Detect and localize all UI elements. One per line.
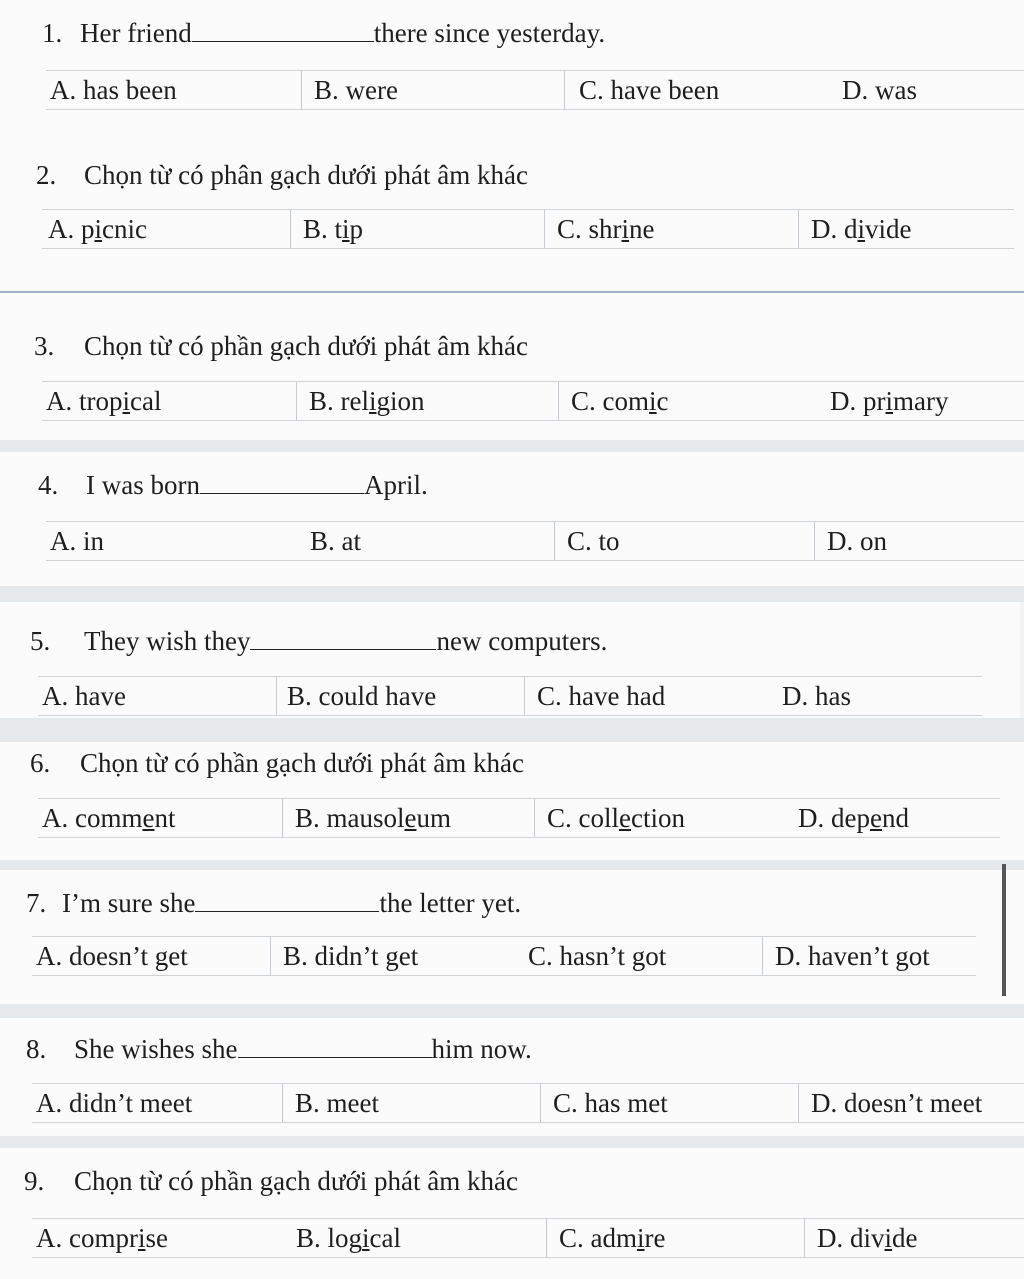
- answer-blank: [195, 889, 379, 912]
- option-d[interactable]: [830, 382, 949, 420]
- option-letter: D.: [817, 1223, 844, 1253]
- option-a[interactable]: [46, 382, 162, 420]
- word-part: dep: [831, 803, 870, 833]
- separator-band: [0, 718, 1024, 742]
- option-text: meet: [326, 1088, 379, 1118]
- word-part: coll: [578, 803, 620, 833]
- option-c[interactable]: [554, 522, 620, 560]
- option-c[interactable]: [558, 382, 669, 420]
- options-row: [46, 70, 1024, 110]
- word-part: cal: [130, 386, 162, 416]
- word-part: p: [81, 214, 95, 244]
- option-letter: B.: [303, 214, 328, 244]
- option-letter: A.: [36, 1088, 63, 1118]
- option-a[interactable]: [42, 799, 176, 837]
- option-letter: C.: [528, 941, 553, 971]
- option-c[interactable]: [534, 799, 685, 837]
- answer-blank: [250, 627, 436, 650]
- word-part: de: [892, 1223, 918, 1253]
- option-letter: B.: [295, 803, 320, 833]
- option-d[interactable]: [814, 522, 887, 560]
- question-text-before: Her friend: [80, 18, 192, 48]
- question-number: 5.: [30, 626, 51, 656]
- question-number: 7.: [26, 888, 47, 918]
- word-part: d: [844, 214, 858, 244]
- scroll-edge-bar: [1002, 864, 1006, 996]
- option-text: haven’t got: [808, 941, 930, 971]
- option-text: [81, 214, 147, 244]
- option-b[interactable]: [301, 71, 398, 109]
- word-part: mausol: [326, 803, 405, 833]
- word-part: ne: [629, 214, 655, 244]
- option-letter: A.: [46, 386, 73, 416]
- option-a[interactable]: [50, 71, 177, 109]
- question-number: 6.: [30, 748, 51, 778]
- option-d[interactable]: [798, 799, 909, 837]
- option-letter: A.: [50, 75, 77, 105]
- option-d[interactable]: [762, 937, 930, 975]
- underlined-part: e: [404, 803, 417, 833]
- underlined-part: i: [94, 214, 103, 244]
- separator-band: [0, 1004, 1024, 1018]
- question-text-after: there since yesterday.: [373, 18, 606, 48]
- separator-band: [0, 860, 1024, 870]
- word-part: pr: [863, 386, 886, 416]
- underlined-part: e: [869, 803, 882, 833]
- question-stem: [36, 160, 528, 191]
- option-d[interactable]: [798, 1084, 982, 1122]
- question-text-after: April.: [363, 470, 428, 500]
- option-letter: C.: [559, 1223, 584, 1253]
- option-text: in: [83, 526, 105, 556]
- question-text-before: I was born: [86, 470, 200, 500]
- answer-blank: [192, 19, 374, 42]
- word-part: com: [602, 386, 650, 416]
- option-text: [844, 214, 912, 244]
- underlined-part: i: [857, 214, 866, 244]
- option-letter: D.: [811, 1088, 838, 1118]
- option-c[interactable]: [528, 937, 666, 975]
- option-letter: C.: [557, 214, 582, 244]
- option-letter: B.: [283, 941, 308, 971]
- option-text: hasn’t got: [559, 941, 667, 971]
- question-6: [0, 742, 1024, 860]
- word-part: se: [145, 1223, 168, 1253]
- option-text: [591, 1223, 666, 1253]
- option-letter: A.: [42, 681, 69, 711]
- option-text: to: [598, 526, 620, 556]
- option-text: [831, 803, 909, 833]
- options-row: [42, 381, 1024, 421]
- option-c[interactable]: [564, 71, 719, 109]
- question-text-before: Chọn từ có phần gạch dưới phát âm khác: [84, 331, 528, 361]
- question-9: [0, 1148, 1024, 1279]
- question-number: 9.: [24, 1166, 45, 1196]
- question-1: [0, 0, 1024, 130]
- option-letter: D.: [798, 803, 825, 833]
- option-b[interactable]: [270, 937, 418, 975]
- question-3: [0, 293, 1024, 440]
- option-letter: B.: [314, 75, 339, 105]
- underlined-part: i: [637, 1223, 645, 1253]
- question-stem: [38, 470, 428, 501]
- question-5: [0, 602, 1020, 718]
- option-letter: C.: [547, 803, 572, 833]
- word-part: log: [327, 1223, 363, 1253]
- option-text: didn’t get: [314, 941, 419, 971]
- underlined-part: i: [362, 1223, 370, 1253]
- question-text-after: the letter yet.: [379, 888, 522, 918]
- options-row: [38, 676, 982, 716]
- option-letter: D.: [782, 681, 809, 711]
- question-stem: [42, 18, 605, 49]
- option-text: [75, 803, 176, 833]
- option-b[interactable]: [296, 382, 425, 420]
- question-number: 8.: [26, 1034, 47, 1064]
- option-a[interactable]: [50, 522, 104, 560]
- option-b[interactable]: [282, 1084, 379, 1122]
- option-text: could have: [318, 681, 437, 711]
- option-text: have been: [610, 75, 720, 105]
- option-text: [863, 386, 949, 416]
- option-letter: A.: [36, 1223, 63, 1253]
- option-text: [579, 803, 685, 833]
- options-row: [46, 521, 1024, 561]
- option-letter: D.: [842, 75, 869, 105]
- option-letter: C.: [579, 75, 604, 105]
- word-part: cnic: [102, 214, 147, 244]
- options-row: [32, 1083, 1024, 1123]
- question-7: [0, 870, 1024, 1004]
- option-text: [69, 1223, 168, 1253]
- option-letter: D.: [811, 214, 838, 244]
- question-number: 2.: [36, 160, 57, 190]
- option-a[interactable]: [36, 937, 188, 975]
- underlined-part: i: [342, 214, 350, 244]
- question-8: [0, 1018, 1024, 1136]
- option-letter: B.: [296, 1223, 321, 1253]
- option-letter: C.: [537, 681, 562, 711]
- option-text: doesn’t get: [69, 941, 188, 971]
- option-a[interactable]: [48, 210, 147, 248]
- option-text: has met: [584, 1088, 668, 1118]
- option-d[interactable]: [842, 71, 917, 109]
- option-letter: B.: [295, 1088, 320, 1118]
- question-text-before: Chọn từ có phần gạch dưới phát âm khác: [74, 1166, 518, 1196]
- option-a[interactable]: [42, 677, 126, 715]
- question-text-before: I’m sure she: [62, 888, 196, 918]
- option-letter: A.: [42, 803, 69, 833]
- question-4: [0, 452, 1024, 586]
- question-text-before: Chọn từ có phần gạch dưới phát âm khác: [80, 748, 524, 778]
- underlined-part: i: [369, 386, 377, 416]
- word-part: re: [644, 1223, 666, 1253]
- options-row: [32, 1218, 1024, 1258]
- option-letter: C.: [567, 526, 592, 556]
- option-text: [328, 1223, 402, 1253]
- word-part: t: [334, 214, 343, 244]
- option-b[interactable]: [296, 1219, 401, 1257]
- word-part: gion: [376, 386, 425, 416]
- option-b[interactable]: [276, 677, 436, 715]
- option-letter: A.: [36, 941, 63, 971]
- word-part: div: [850, 1223, 885, 1253]
- option-letter: A.: [50, 526, 77, 556]
- option-text: has: [815, 681, 851, 711]
- option-letter: D.: [775, 941, 802, 971]
- word-part: cal: [369, 1223, 402, 1253]
- question-2: [0, 130, 1024, 290]
- option-text: [603, 386, 669, 416]
- option-c[interactable]: [524, 677, 665, 715]
- word-part: vide: [865, 214, 912, 244]
- option-c[interactable]: [546, 1219, 666, 1257]
- option-text: didn’t meet: [69, 1088, 193, 1118]
- underlined-part: i: [137, 1223, 146, 1253]
- option-letter: C.: [571, 386, 596, 416]
- underlined-part: i: [884, 1223, 893, 1253]
- option-d[interactable]: [798, 210, 912, 248]
- option-text: [79, 386, 162, 416]
- word-part: shr: [588, 214, 622, 244]
- question-stem: [24, 1166, 518, 1197]
- question-stem: [26, 888, 521, 919]
- word-part: mary: [893, 386, 949, 416]
- option-text: on: [860, 526, 887, 556]
- underlined-part: i: [122, 386, 131, 416]
- option-b[interactable]: [290, 210, 363, 248]
- word-part: comm: [75, 803, 143, 833]
- option-text: [327, 803, 452, 833]
- word-part: rel: [340, 386, 369, 416]
- option-text: [335, 214, 364, 244]
- question-stem: [30, 748, 524, 779]
- word-part: um: [416, 803, 452, 833]
- option-text: has been: [83, 75, 177, 105]
- options-row: [32, 936, 976, 976]
- question-text-before: They wish they: [84, 626, 251, 656]
- option-text: [589, 214, 655, 244]
- option-text: were: [345, 75, 398, 105]
- option-c[interactable]: [540, 1084, 668, 1122]
- word-part: nd: [881, 803, 909, 833]
- option-text: doesn’t meet: [844, 1088, 983, 1118]
- underlined-part: i: [621, 214, 630, 244]
- separator-band: [0, 1136, 1024, 1148]
- answer-blank: [200, 471, 364, 494]
- option-d[interactable]: [804, 1219, 918, 1257]
- question-text-after: him now.: [431, 1034, 532, 1064]
- separator-band: [0, 440, 1024, 452]
- option-letter: D.: [830, 386, 857, 416]
- option-b[interactable]: [282, 799, 451, 837]
- question-number: 1.: [42, 18, 63, 48]
- word-part: trop: [79, 386, 123, 416]
- option-text: at: [341, 526, 362, 556]
- question-stem: [30, 626, 607, 657]
- underlined-part: e: [619, 803, 631, 833]
- word-part: p: [349, 214, 364, 244]
- options-row: [38, 798, 1000, 838]
- answer-blank: [238, 1035, 432, 1058]
- separator-band: [0, 586, 1024, 602]
- option-letter: B.: [287, 681, 312, 711]
- option-a[interactable]: [36, 1084, 192, 1122]
- word-part: ction: [631, 803, 685, 833]
- word-part: nt: [154, 803, 176, 833]
- option-text: have had: [568, 681, 666, 711]
- question-text-before: She wishes she: [74, 1034, 238, 1064]
- underlined-part: e: [142, 803, 155, 833]
- option-letter: C.: [553, 1088, 578, 1118]
- option-letter: B.: [310, 526, 335, 556]
- word-part: c: [656, 386, 669, 416]
- question-text-after: new computers.: [436, 626, 608, 656]
- option-d[interactable]: [782, 677, 851, 715]
- option-text: [850, 1223, 918, 1253]
- underlined-part: i: [885, 386, 894, 416]
- option-text: have: [75, 681, 126, 711]
- question-stem: [26, 1034, 532, 1065]
- option-letter: D.: [827, 526, 854, 556]
- underlined-part: i: [649, 386, 657, 416]
- option-text: was: [875, 75, 917, 105]
- word-part: adm: [590, 1223, 638, 1253]
- word-part: compr: [69, 1223, 138, 1253]
- question-stem: [34, 331, 528, 362]
- question-number: 4.: [38, 470, 59, 500]
- option-letter: B.: [309, 386, 334, 416]
- options-row: [42, 209, 1014, 249]
- question-text-before: Chọn từ có phân gạch dưới phát âm khác: [84, 160, 528, 190]
- option-a[interactable]: [36, 1219, 168, 1257]
- option-text: [341, 386, 425, 416]
- option-letter: A.: [48, 214, 75, 244]
- question-number: 3.: [34, 331, 55, 361]
- option-b[interactable]: [310, 522, 361, 560]
- option-c[interactable]: [544, 210, 655, 248]
